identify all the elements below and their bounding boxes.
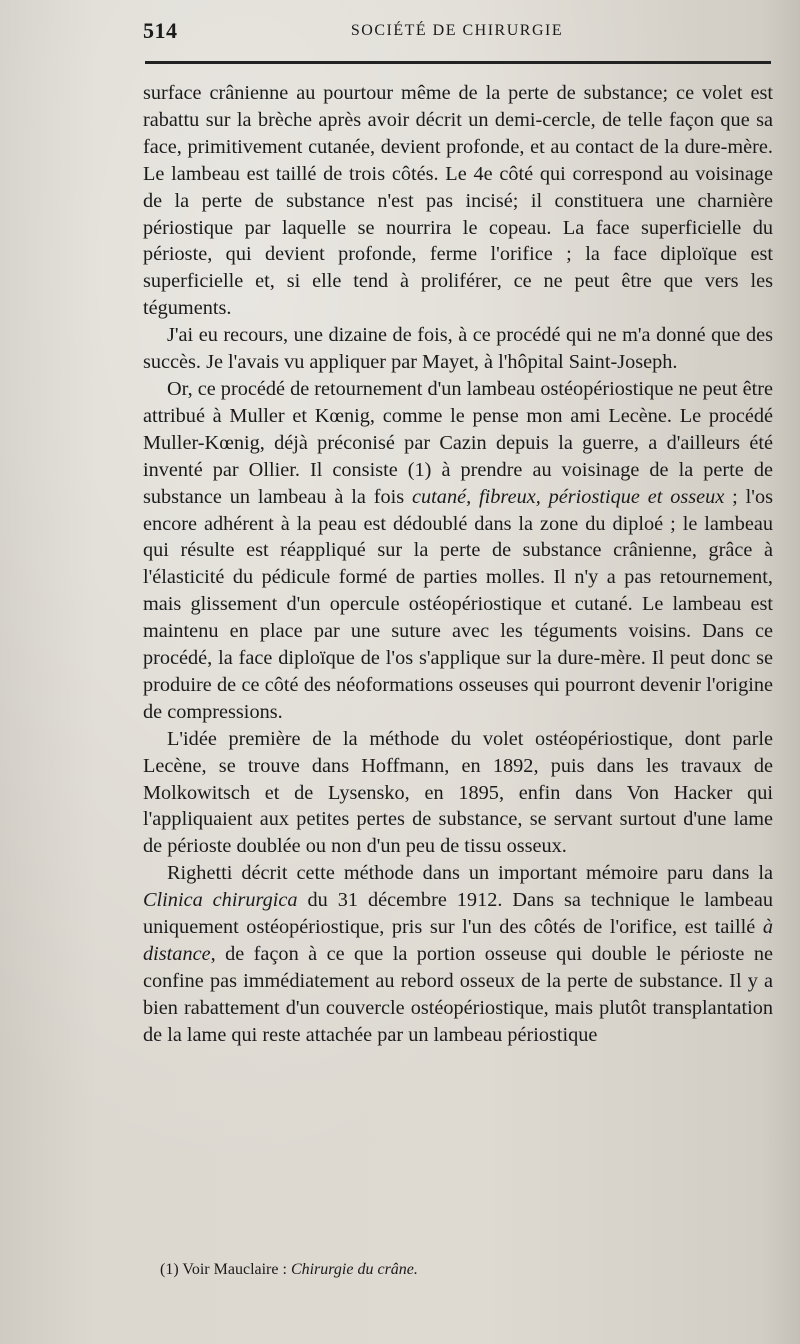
running-title: SOCIÉTÉ DE CHIRURGIE [350, 22, 564, 39]
paragraph-1: surface crânienne au pourtour même de la perte de substance; ce volet est rabattu sur la brèche après avoir décrit un demi-cercle, de telle façon que sa face, primitivement cutanée, devient profonde, et au contact de la dure-mère. Le lambeau est taillé de trois côtés. Le 4e côté qui correspond au voisinage de la perte de substance n'est pas incisé; il constituera une charnière périostique par laquelle se nourrira le copeau. La face superficielle du périoste, qui devient profonde, ferme l'orifice ; la face diploïque est superficielle et, si elle tend à proliférer, ce ne peut être que vers les téguments. [143, 82, 773, 320]
footnote-prefix: (1) Voir Mauclaire : [160, 1261, 291, 1278]
footnote [160, 1260, 760, 1280]
paragraph-4: L'idée première de la méthode du volet ostéopériostique, dont parle Lecène, se trouve dans Hoffmann, en 1892, puis dans les travaux de Molkowitsch et de Lysensko, en 1895, enfin dans Von Hacker qui l'appliquaient aux petites pertes de substance, se servant surtout d'une lame de périoste doublée ou non d'un peu de tissu osseux. [143, 727, 773, 858]
paragraph-3-text-b: ; l'os encore adhérent à la peau est dédoublé dans la zone du diploé ; le lambeau qui résulte est réappliqué sur la perte de substance crânienne, grâce à l'élasticité du pédicule formé de parties molles. Il n'y a pas retournement, mais glissement d'un opercule ostéopériostique et cutané. Le lambeau est maintenu en place par une suture avec les téguments voisins. Dans ce procédé, la face diploïque de l'os s'applique sur la dure-mère. Il peut donc se produire de ce côté des néoformations osseuses qui pourront devenir l'origine de compressions. [143, 485, 773, 723]
paragraph-5 [143, 860, 773, 1048]
journal-title: Clinica chirurgica [143, 889, 298, 912]
paragraph-2: J'ai eu recours, une dizaine de fois, à ce procédé qui ne m'a donné que des succès. Je l'avais vu appliquer par Mayet, à l'hôpital Saint-Joseph. [143, 324, 773, 374]
paragraph-5-text-a: Righetti décrit cette méthode dans un important mémoire paru dans la [167, 862, 773, 885]
page-number: 514 [143, 18, 178, 43]
footnote-title: Chirurgie du crâne. [290, 1261, 418, 1278]
paragraph-3-text-a: Or, ce procédé de retournement d'un lambeau ostéopériostique ne peut être attribué à Muller et Kœnig, comme le pense mon ami Lecène. Le procédé Muller-Kœnig, déjà préconisé par Cazin depuis la guerre, a d'ailleurs été inventé par Ollier. Il consiste (1) à prendre au voisinage de la perte de substance un lambeau à la fois [143, 377, 773, 508]
header-rule [145, 61, 771, 64]
body-text [143, 80, 773, 1049]
paragraph-5-text-b: du 31 décembre 1912. Dans sa technique le lambeau uniquement ostéopériostique, pris sur l'un des côtés de l'orifice, est taillé [143, 889, 773, 939]
paragraph-5-text-c: , de façon à ce que la portion osseuse qui double le périoste ne confine pas immédiatement au rebord osseux de la perte de substance. Il y a bien rabattement d'un couvercle ostéopériostique, mais plutôt transplantation de la lame qui reste attachée par un lambeau périostique [143, 943, 773, 1046]
paragraph-3 [143, 376, 773, 726]
paragraph-3-italic: cutané, fibreux, périostique et osseux [412, 485, 725, 508]
paragraph-5-italic: à distance [143, 916, 773, 965]
page-header [143, 18, 771, 48]
